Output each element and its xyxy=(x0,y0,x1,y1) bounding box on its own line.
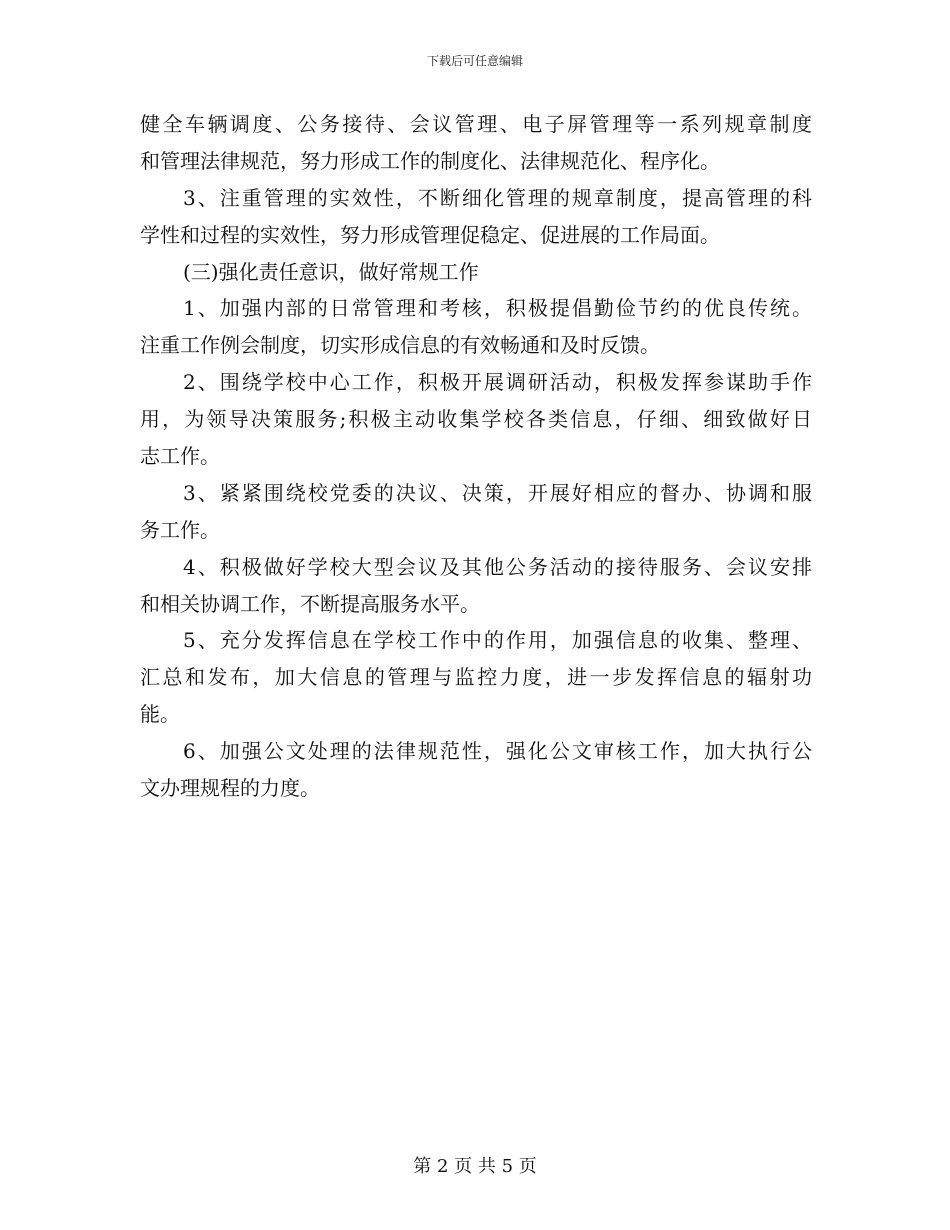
text-line: 健全车辆调度、公务接待、会议管理、电子屏管理等一系列规章制度 xyxy=(140,112,812,136)
text-line: 用，为领导决策服务;积极主动收集学校各类信息，仔细、细致做好日 xyxy=(140,407,812,432)
text-line: 6、加强公文处理的法律规范性，强化公文审核工作，加大执行公 xyxy=(183,739,812,764)
text-line: 和相关协调工作，不断提高服务水平。 xyxy=(140,591,480,616)
text-line: 1、加强内部的日常管理和考核，积极提倡勤俭节约的优良传统。 xyxy=(183,296,812,321)
text-line: 汇总和发布，加大信息的管理与监控力度，进一步发挥信息的辐射功 xyxy=(140,665,812,690)
document-body xyxy=(140,106,812,807)
page-header: 下载后可任意编辑 xyxy=(426,54,523,68)
section-heading: (三)强化责任意识，做好常规工作 xyxy=(183,259,479,284)
text-line: 5、充分发挥信息在学校工作中的作用，加强信息的收集、整理、 xyxy=(183,628,812,653)
text-line: 学性和过程的实效性，努力形成管理促稳定、促进展的工作局面。 xyxy=(140,222,720,247)
text-line: 能。 xyxy=(140,702,180,727)
text-line: 注重工作例会制度，切实形成信息的有效畅通和及时反馈。 xyxy=(140,333,660,358)
text-line: 3、注重管理的实效性，不断细化管理的规章制度，提高管理的科 xyxy=(183,185,812,210)
text-line: 2、围绕学校中心工作，积极开展调研活动，积极发挥参谋助手作 xyxy=(183,370,812,395)
page-number: 第 2 页 共 5 页 xyxy=(413,1156,537,1177)
text-line: 文办理规程的力度。 xyxy=(140,776,320,801)
text-line: 务工作。 xyxy=(140,517,220,542)
text-line: 3、紧紧围绕校党委的决议、决策，开展好相应的督办、协调和服 xyxy=(183,480,812,505)
text-line: 志工作。 xyxy=(140,444,220,469)
text-line: 4、积极做好学校大型会议及其他公务活动的接待服务、会议安排 xyxy=(183,554,812,579)
text-line: 和管理法律规范，努力形成工作的制度化、法律规范化、程序化。 xyxy=(140,148,720,173)
